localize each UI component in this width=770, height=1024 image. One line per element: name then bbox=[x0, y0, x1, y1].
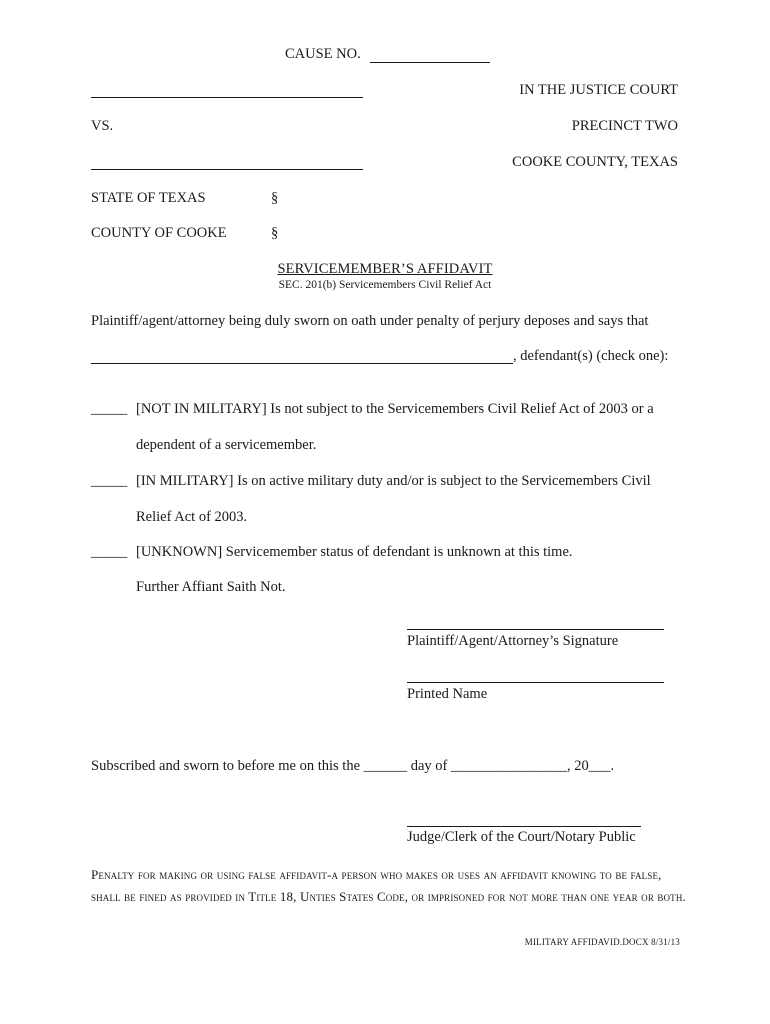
penalty-notice bbox=[91, 864, 691, 908]
cause-number-blank[interactable] bbox=[370, 62, 490, 63]
penalty-text: Penalty for making or using false affidavit-a person who makes or uses an affidavit knowing to be false, shall be fined as provided in Title 18, Unties States Code, or imprisoned for not more than one year or both. bbox=[91, 867, 686, 904]
checkbox-in-military[interactable]: _____ bbox=[91, 473, 128, 489]
checkbox-not-in-military[interactable]: _____ bbox=[91, 401, 128, 417]
intro-paragraph: Plaintiff/agent/attorney being duly sworn on oath under penalty of perjury deposes and says that bbox=[91, 313, 649, 329]
versus-label: VS. bbox=[91, 118, 114, 134]
defendant-blank[interactable] bbox=[91, 363, 513, 364]
plaintiff-name-blank[interactable] bbox=[91, 97, 363, 98]
cause-number-field bbox=[285, 46, 361, 63]
affidavit-subtitle: SEC. 201(b) Servicemembers Civil Relief Act bbox=[278, 279, 492, 291]
signature-line[interactable] bbox=[407, 629, 664, 630]
judge-signature-line[interactable] bbox=[407, 826, 641, 827]
county-label: COUNTY OF COOKE bbox=[91, 225, 227, 241]
cause-number-label: CAUSE NO. bbox=[285, 46, 361, 62]
option-in-military: [IN MILITARY] Is on active military duty and/or is subject to the Servicemembers Civil bbox=[136, 473, 651, 489]
signature-label: Plaintiff/Agent/Attorney’s Signature bbox=[407, 633, 619, 649]
affidavit-title: SERVICEMEMBER’S AFFIDAVIT bbox=[277, 261, 493, 277]
further-affiant-text: Further Affiant Saith Not. bbox=[136, 579, 286, 595]
section-symbol: § bbox=[271, 190, 279, 206]
checkbox-unknown[interactable]: _____ bbox=[91, 544, 128, 560]
section-symbol: § bbox=[271, 225, 279, 241]
printed-name-label: Printed Name bbox=[407, 686, 488, 702]
option-unknown: [UNKNOWN] Servicemember status of defendant is unknown at this time. bbox=[136, 544, 573, 560]
court-county: COOKE COUNTY, TEXAS bbox=[512, 154, 678, 170]
subscribed-sworn-text: Subscribed and sworn to before me on this the ______ day of ________________, 20___. bbox=[91, 758, 615, 774]
document-id: MILITARY AFFIDAVID.DOCX 8/31/13 bbox=[524, 937, 680, 947]
state-label: STATE OF TEXAS bbox=[91, 190, 206, 206]
option-not-in-military-cont: dependent of a servicemember. bbox=[136, 437, 317, 453]
defendant-name-blank[interactable] bbox=[91, 169, 363, 170]
court-precinct: PRECINCT TWO bbox=[571, 118, 678, 134]
printed-name-line[interactable] bbox=[407, 682, 664, 683]
court-name: IN THE JUSTICE COURT bbox=[519, 82, 678, 98]
option-in-military-cont: Relief Act of 2003. bbox=[136, 509, 248, 525]
option-not-in-military: [NOT IN MILITARY] Is not subject to the Servicemembers Civil Relief Act of 2003 or a bbox=[136, 401, 654, 417]
judge-label: Judge/Clerk of the Court/Notary Public bbox=[407, 829, 636, 845]
defendant-suffix: , defendant(s) (check one): bbox=[513, 348, 669, 364]
